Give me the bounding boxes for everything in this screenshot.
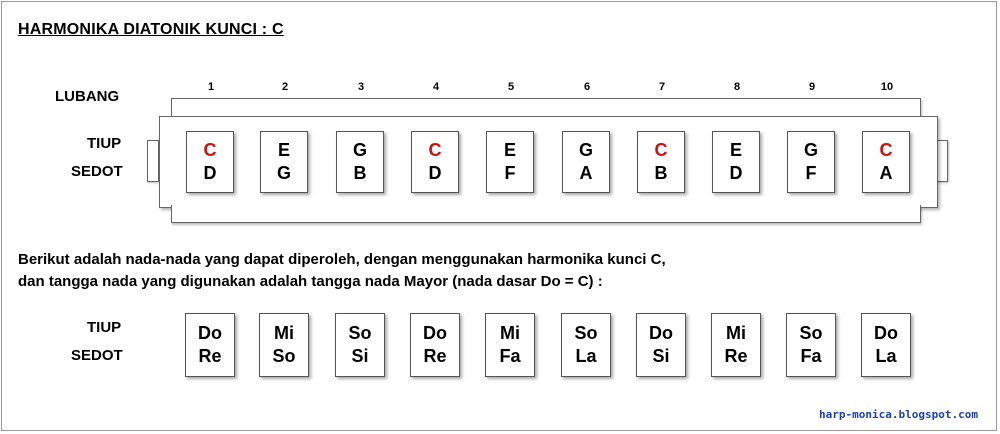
solfege-draw: La (575, 346, 597, 366)
solfege-blow: Mi (726, 323, 746, 343)
draw-note: F (504, 163, 516, 183)
draw-note: G (276, 163, 291, 183)
hole-9 (787, 131, 835, 193)
tiup-label-solfege: TIUP (87, 319, 122, 336)
harmonica-bottom-cover (171, 205, 921, 223)
blow-note: C (428, 140, 442, 160)
blow-note: C (879, 140, 893, 160)
hole-number: 5 (507, 81, 515, 93)
solfege-box-9 (786, 313, 836, 377)
solfege-blow: Do (198, 323, 222, 343)
hole-number: 8 (733, 81, 741, 93)
hole-number: 3 (357, 81, 365, 93)
hole-7 (637, 131, 685, 193)
solfege-draw: Fa (499, 346, 521, 366)
description-line-2: dan tangga nada yang digunakan adalah tangga nada Mayor (nada dasar Do = C) : (18, 273, 603, 290)
solfege-draw: Re (724, 346, 748, 366)
solfege-blow: Mi (274, 323, 294, 343)
hole-10 (862, 131, 910, 193)
hole-6 (562, 131, 610, 193)
blow-note: G (803, 140, 818, 160)
harmonica-left-tab (147, 140, 159, 182)
blow-note: E (277, 140, 290, 160)
solfege-draw: La (875, 346, 897, 366)
draw-note: F (805, 163, 817, 183)
solfege-box-5 (485, 313, 535, 377)
solfege-draw: Si (652, 346, 670, 366)
solfege-blow: So (799, 323, 823, 343)
solfege-box-6 (561, 313, 611, 377)
solfege-draw: Re (423, 346, 447, 366)
blow-note: G (578, 140, 593, 160)
blow-note: G (352, 140, 367, 160)
blow-note: C (654, 140, 668, 160)
solfege-blow: Do (423, 323, 447, 343)
sedot-label-solfege: SEDOT (71, 347, 123, 364)
blow-note: E (729, 140, 742, 160)
lubang-label: LUBANG (55, 88, 120, 105)
solfege-blow: So (348, 323, 372, 343)
draw-note: A (579, 163, 593, 183)
harmonica-top-cover (171, 98, 921, 118)
solfege-draw: Si (351, 346, 369, 366)
hole-1 (186, 131, 234, 193)
solfege-blow: Do (649, 323, 673, 343)
solfege-blow: Do (874, 323, 898, 343)
sedot-label: SEDOT (71, 163, 123, 180)
blow-note: E (503, 140, 516, 160)
solfege-draw: Fa (800, 346, 822, 366)
solfege-box-4 (410, 313, 460, 377)
draw-note: D (729, 163, 743, 183)
hole-number: 6 (583, 81, 591, 93)
hole-number: 1 (207, 81, 215, 93)
hole-number: 9 (808, 81, 816, 93)
solfege-box-10 (861, 313, 911, 377)
draw-note: A (879, 163, 893, 183)
credit-link[interactable]: harp-monica.blogspot.com (819, 408, 978, 421)
draw-note: B (353, 163, 367, 183)
solfege-box-2 (259, 313, 309, 377)
draw-note: D (428, 163, 442, 183)
blow-note: C (203, 140, 217, 160)
description-line-1: Berikut adalah nada-nada yang dapat diperoleh, dengan menggunakan harmonika kunci C, (18, 251, 666, 268)
draw-note: D (203, 163, 217, 183)
hole-number: 7 (658, 81, 666, 93)
solfege-box-7 (636, 313, 686, 377)
solfege-draw: So (272, 346, 296, 366)
hole-8 (712, 131, 760, 193)
hole-number: 10 (880, 81, 894, 93)
solfege-box-8 (711, 313, 761, 377)
hole-number: 4 (432, 81, 440, 93)
hole-2 (260, 131, 308, 193)
solfege-draw: Re (198, 346, 222, 366)
solfege-blow: Mi (500, 323, 520, 343)
solfege-box-1 (185, 313, 235, 377)
solfege-box-3 (335, 313, 385, 377)
description (18, 249, 666, 293)
hole-4 (411, 131, 459, 193)
draw-note: B (654, 163, 668, 183)
hole-5 (486, 131, 534, 193)
tiup-label: TIUP (87, 135, 122, 152)
hole-number: 2 (281, 81, 289, 93)
diagram-title: HARMONIKA DIATONIK KUNCI : C (18, 21, 284, 38)
hole-3 (336, 131, 384, 193)
solfege-blow: So (574, 323, 598, 343)
